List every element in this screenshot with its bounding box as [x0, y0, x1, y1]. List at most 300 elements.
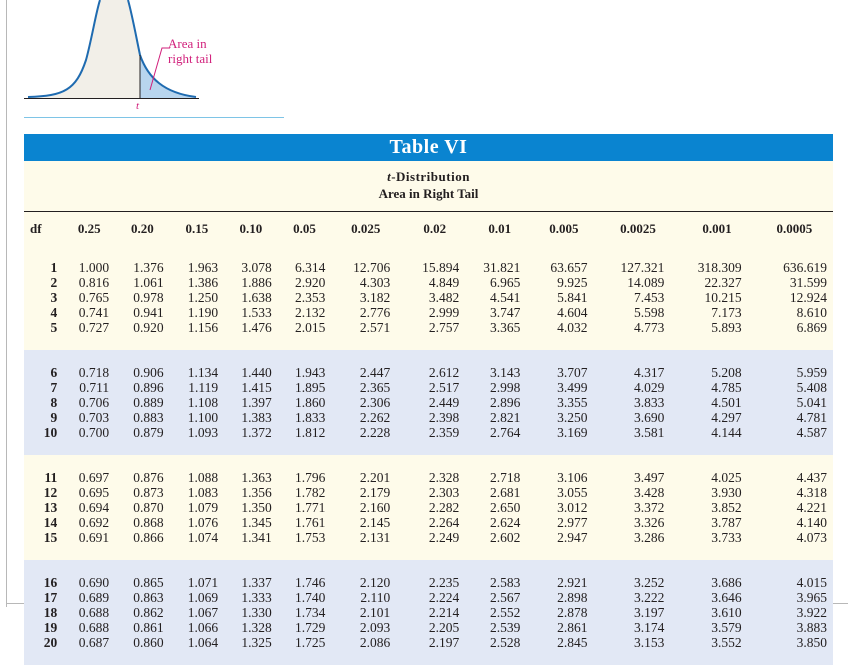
- value-cell: 4.073: [756, 530, 833, 545]
- value-cell: 9.925: [530, 275, 597, 290]
- value-cell: 3.497: [598, 470, 679, 485]
- value-cell: 3.326: [598, 515, 679, 530]
- df-cell: 2: [24, 275, 63, 290]
- value-cell: 1.350: [224, 500, 278, 515]
- value-cell: 1.119: [170, 380, 224, 395]
- value-cell: 1.328: [224, 620, 278, 635]
- value-cell: 1.415: [224, 380, 278, 395]
- value-cell: 1.746: [278, 575, 332, 590]
- value-cell: 0.873: [115, 485, 169, 500]
- value-cell: 2.947: [530, 530, 597, 545]
- value-cell: 4.785: [678, 380, 755, 395]
- value-cell: 1.069: [170, 590, 224, 605]
- col-header: 0.025: [351, 220, 381, 236]
- df-cell: 6: [24, 365, 63, 380]
- value-cell: 1.895: [278, 380, 332, 395]
- value-cell: 1.533: [224, 305, 278, 320]
- value-cell: 2.398: [400, 410, 469, 425]
- value-cell: 2.517: [400, 380, 469, 395]
- value-cell: 127.321: [598, 260, 679, 275]
- value-cell: 3.883: [756, 620, 833, 635]
- value-cell: 0.865: [115, 575, 169, 590]
- value-cell: 318.309: [678, 260, 755, 275]
- df-cell: 8: [24, 395, 63, 410]
- t-distribution-table: [24, 212, 833, 665]
- df-cell: 18: [24, 605, 63, 620]
- value-cell: 0.883: [115, 410, 169, 425]
- value-cell: 3.153: [598, 635, 679, 650]
- col-header: 0.01: [488, 220, 512, 236]
- value-cell: 0.870: [115, 500, 169, 515]
- value-cell: 5.041: [756, 395, 833, 410]
- value-cell: 4.221: [756, 500, 833, 515]
- table-row: [24, 290, 833, 305]
- value-cell: 3.965: [756, 590, 833, 605]
- value-cell: 4.849: [400, 275, 469, 290]
- value-cell: 1.761: [278, 515, 332, 530]
- value-cell: 3.355: [530, 395, 597, 410]
- value-cell: 6.869: [756, 320, 833, 335]
- value-cell: 2.898: [530, 590, 597, 605]
- value-cell: 2.353: [278, 290, 332, 305]
- df-cell: 4: [24, 305, 63, 320]
- area-in-right-tail-label: [168, 36, 212, 66]
- value-cell: 4.025: [678, 470, 755, 485]
- table-row: [24, 425, 833, 440]
- value-cell: 1.372: [224, 425, 278, 440]
- col-header: 0.20: [130, 220, 154, 236]
- col-header: 0.005: [549, 220, 579, 236]
- table-row: [24, 605, 833, 620]
- value-cell: 3.733: [678, 530, 755, 545]
- value-cell: 2.977: [530, 515, 597, 530]
- value-cell: 1.000: [63, 260, 115, 275]
- value-cell: 3.372: [598, 500, 679, 515]
- value-cell: 3.482: [400, 290, 469, 305]
- value-cell: 1.734: [278, 605, 332, 620]
- value-cell: 0.691: [63, 530, 115, 545]
- value-cell: 3.787: [678, 515, 755, 530]
- value-cell: 1.397: [224, 395, 278, 410]
- value-cell: 0.816: [63, 275, 115, 290]
- df-cell: 15: [24, 530, 63, 545]
- value-cell: 0.879: [115, 425, 169, 440]
- value-cell: 1.383: [224, 410, 278, 425]
- col-header: 0.15: [185, 220, 209, 236]
- t-table-panel: [24, 134, 833, 650]
- value-cell: 2.920: [278, 275, 332, 290]
- value-cell: 2.093: [331, 620, 400, 635]
- value-cell: 2.681: [469, 485, 530, 500]
- value-cell: 2.552: [469, 605, 530, 620]
- value-cell: 0.694: [63, 500, 115, 515]
- value-cell: 2.303: [400, 485, 469, 500]
- value-cell: 2.359: [400, 425, 469, 440]
- value-cell: 1.088: [170, 470, 224, 485]
- value-cell: 0.868: [115, 515, 169, 530]
- value-cell: 0.718: [63, 365, 115, 380]
- value-cell: 2.131: [331, 530, 400, 545]
- value-cell: 1.476: [224, 320, 278, 335]
- value-cell: 4.029: [598, 380, 679, 395]
- value-cell: 31.821: [469, 260, 530, 275]
- value-cell: 0.906: [115, 365, 169, 380]
- df-cell: 14: [24, 515, 63, 530]
- value-cell: 1.345: [224, 515, 278, 530]
- value-cell: 4.303: [331, 275, 400, 290]
- value-cell: 2.999: [400, 305, 469, 320]
- page-left-border: [6, 0, 7, 607]
- value-cell: 0.727: [63, 320, 115, 335]
- value-cell: 2.567: [469, 590, 530, 605]
- value-cell: 1.376: [115, 260, 169, 275]
- value-cell: 1.796: [278, 470, 332, 485]
- value-cell: 1.341: [224, 530, 278, 545]
- value-cell: 2.249: [400, 530, 469, 545]
- col-header: 0.001: [702, 220, 732, 236]
- value-cell: 1.356: [224, 485, 278, 500]
- value-cell: 2.764: [469, 425, 530, 440]
- value-cell: 6.314: [278, 260, 332, 275]
- df-cell: 3: [24, 290, 63, 305]
- value-cell: 2.264: [400, 515, 469, 530]
- value-cell: 1.083: [170, 485, 224, 500]
- value-cell: 1.156: [170, 320, 224, 335]
- value-cell: 3.747: [469, 305, 530, 320]
- value-cell: 2.224: [400, 590, 469, 605]
- value-cell: 4.604: [530, 305, 597, 320]
- col-header: 0.10: [239, 220, 263, 236]
- value-cell: 4.318: [756, 485, 833, 500]
- value-cell: 2.612: [400, 365, 469, 380]
- value-cell: 0.896: [115, 380, 169, 395]
- value-cell: 0.765: [63, 290, 115, 305]
- value-cell: 1.860: [278, 395, 332, 410]
- value-cell: 3.610: [678, 605, 755, 620]
- value-cell: 2.539: [469, 620, 530, 635]
- value-cell: 3.197: [598, 605, 679, 620]
- value-cell: 1.190: [170, 305, 224, 320]
- value-cell: 5.408: [756, 380, 833, 395]
- value-cell: 2.776: [331, 305, 400, 320]
- value-cell: 2.998: [469, 380, 530, 395]
- value-cell: 2.650: [469, 500, 530, 515]
- value-cell: 2.757: [400, 320, 469, 335]
- value-cell: 5.959: [756, 365, 833, 380]
- value-cell: 3.182: [331, 290, 400, 305]
- value-cell: 2.328: [400, 470, 469, 485]
- table-caption: Area in Right Tail: [378, 186, 479, 201]
- table-row: [24, 635, 833, 650]
- value-cell: 2.282: [400, 500, 469, 515]
- value-cell: 1.363: [224, 470, 278, 485]
- value-cell: 2.228: [331, 425, 400, 440]
- value-cell: 2.602: [469, 530, 530, 545]
- value-cell: 3.499: [530, 380, 597, 395]
- value-cell: 2.528: [469, 635, 530, 650]
- value-cell: 1.134: [170, 365, 224, 380]
- value-cell: 1.071: [170, 575, 224, 590]
- value-cell: 5.598: [598, 305, 679, 320]
- value-cell: 0.689: [63, 590, 115, 605]
- table-subtitle: [24, 169, 833, 185]
- value-cell: 1.833: [278, 410, 332, 425]
- value-cell: 2.449: [400, 395, 469, 410]
- value-cell: 10.215: [678, 290, 755, 305]
- value-cell: 0.688: [63, 620, 115, 635]
- df-cell: 1: [24, 260, 63, 275]
- value-cell: 1.064: [170, 635, 224, 650]
- value-cell: 0.687: [63, 635, 115, 650]
- table-row: [24, 485, 833, 500]
- value-cell: 1.330: [224, 605, 278, 620]
- value-cell: 1.066: [170, 620, 224, 635]
- annotation-line-1: Area in: [168, 36, 207, 51]
- value-cell: 3.579: [678, 620, 755, 635]
- value-cell: 2.583: [469, 575, 530, 590]
- value-cell: 2.624: [469, 515, 530, 530]
- value-cell: 2.214: [400, 605, 469, 620]
- value-cell: 0.941: [115, 305, 169, 320]
- table-row: [24, 365, 833, 380]
- value-cell: 1.108: [170, 395, 224, 410]
- value-cell: 15.894: [400, 260, 469, 275]
- value-cell: 7.453: [598, 290, 679, 305]
- value-cell: 3.646: [678, 590, 755, 605]
- value-cell: 3.222: [598, 590, 679, 605]
- value-cell: 0.862: [115, 605, 169, 620]
- value-cell: 4.781: [756, 410, 833, 425]
- table-row: [24, 410, 833, 425]
- value-cell: 0.700: [63, 425, 115, 440]
- value-cell: 3.552: [678, 635, 755, 650]
- value-cell: 4.501: [678, 395, 755, 410]
- value-cell: 1.250: [170, 290, 224, 305]
- value-cell: 2.110: [331, 590, 400, 605]
- value-cell: 1.074: [170, 530, 224, 545]
- value-cell: 2.145: [331, 515, 400, 530]
- value-cell: 2.197: [400, 635, 469, 650]
- figure-divider: [24, 117, 284, 118]
- value-cell: 1.076: [170, 515, 224, 530]
- value-cell: 0.860: [115, 635, 169, 650]
- value-cell: 0.703: [63, 410, 115, 425]
- value-cell: 3.252: [598, 575, 679, 590]
- value-cell: 3.850: [756, 635, 833, 650]
- df-cell: 13: [24, 500, 63, 515]
- value-cell: 2.921: [530, 575, 597, 590]
- column-header-row: [24, 212, 833, 245]
- subtitle-t: t: [387, 169, 392, 184]
- value-cell: 2.878: [530, 605, 597, 620]
- table-row: [24, 275, 833, 290]
- value-cell: 3.686: [678, 575, 755, 590]
- value-cell: 0.863: [115, 590, 169, 605]
- table-row: [24, 395, 833, 410]
- col-header: 0.25: [77, 220, 101, 236]
- table-row: [24, 320, 833, 335]
- df-cell: 10: [24, 425, 63, 440]
- value-cell: 0.889: [115, 395, 169, 410]
- table-row: [24, 530, 833, 545]
- table-row: [24, 620, 833, 635]
- value-cell: 63.657: [530, 260, 597, 275]
- value-cell: 4.587: [756, 425, 833, 440]
- value-cell: 4.140: [756, 515, 833, 530]
- value-cell: 5.208: [678, 365, 755, 380]
- df-header: df: [30, 220, 42, 236]
- table-row: [24, 470, 833, 485]
- value-cell: 3.143: [469, 365, 530, 380]
- value-cell: 1.812: [278, 425, 332, 440]
- value-cell: 2.160: [331, 500, 400, 515]
- value-cell: 3.690: [598, 410, 679, 425]
- df-cell: 7: [24, 380, 63, 395]
- value-cell: 1.963: [170, 260, 224, 275]
- value-cell: 3.428: [598, 485, 679, 500]
- value-cell: 2.821: [469, 410, 530, 425]
- table-row: [24, 575, 833, 590]
- df-cell: 5: [24, 320, 63, 335]
- value-cell: 2.205: [400, 620, 469, 635]
- value-cell: 0.697: [63, 470, 115, 485]
- value-cell: 0.692: [63, 515, 115, 530]
- value-cell: 0.695: [63, 485, 115, 500]
- value-cell: 2.262: [331, 410, 400, 425]
- value-cell: 1.725: [278, 635, 332, 650]
- value-cell: 31.599: [756, 275, 833, 290]
- value-cell: 0.861: [115, 620, 169, 635]
- value-cell: 2.365: [331, 380, 400, 395]
- value-cell: 2.120: [331, 575, 400, 590]
- value-cell: 1.333: [224, 590, 278, 605]
- value-cell: 1.440: [224, 365, 278, 380]
- value-cell: 1.886: [224, 275, 278, 290]
- value-cell: 1.093: [170, 425, 224, 440]
- value-cell: 3.922: [756, 605, 833, 620]
- value-cell: 1.729: [278, 620, 332, 635]
- value-cell: 1.386: [170, 275, 224, 290]
- value-cell: 0.866: [115, 530, 169, 545]
- value-cell: 0.920: [115, 320, 169, 335]
- value-cell: 2.086: [331, 635, 400, 650]
- value-cell: 1.067: [170, 605, 224, 620]
- table-row: [24, 515, 833, 530]
- value-cell: 4.015: [756, 575, 833, 590]
- col-header: 0.02: [423, 220, 447, 236]
- value-cell: 2.718: [469, 470, 530, 485]
- subtitle-rest: -Distribution: [391, 169, 470, 184]
- value-cell: 4.297: [678, 410, 755, 425]
- df-cell: 16: [24, 575, 63, 590]
- value-cell: 1.100: [170, 410, 224, 425]
- value-cell: 4.437: [756, 470, 833, 485]
- df-cell: 12: [24, 485, 63, 500]
- value-cell: 0.741: [63, 305, 115, 320]
- value-cell: 3.707: [530, 365, 597, 380]
- col-header: 0.05: [293, 220, 316, 236]
- value-cell: 2.861: [530, 620, 597, 635]
- df-cell: 11: [24, 470, 63, 485]
- value-cell: 1.061: [115, 275, 169, 290]
- value-cell: 2.015: [278, 320, 332, 335]
- value-cell: 1.943: [278, 365, 332, 380]
- value-cell: 636.619: [756, 260, 833, 275]
- value-cell: 3.169: [530, 425, 597, 440]
- table-row: [24, 260, 833, 275]
- value-cell: 0.978: [115, 290, 169, 305]
- value-cell: 0.690: [63, 575, 115, 590]
- value-cell: 1.325: [224, 635, 278, 650]
- value-cell: 12.706: [331, 260, 400, 275]
- value-cell: 4.541: [469, 290, 530, 305]
- col-header: 0.0025: [620, 220, 656, 236]
- value-cell: 1.771: [278, 500, 332, 515]
- value-cell: 4.773: [598, 320, 679, 335]
- table-body: [24, 245, 833, 665]
- value-cell: 0.706: [63, 395, 115, 410]
- value-cell: 2.571: [331, 320, 400, 335]
- value-cell: 3.055: [530, 485, 597, 500]
- value-cell: 1.753: [278, 530, 332, 545]
- table-row: [24, 590, 833, 605]
- table-row: [24, 500, 833, 515]
- value-cell: 0.711: [63, 380, 115, 395]
- value-cell: 2.306: [331, 395, 400, 410]
- value-cell: 3.365: [469, 320, 530, 335]
- value-cell: 3.930: [678, 485, 755, 500]
- value-cell: 1.782: [278, 485, 332, 500]
- value-cell: 2.201: [331, 470, 400, 485]
- value-cell: 12.924: [756, 290, 833, 305]
- value-cell: 3.286: [598, 530, 679, 545]
- df-cell: 20: [24, 635, 63, 650]
- value-cell: 2.896: [469, 395, 530, 410]
- df-cell: 9: [24, 410, 63, 425]
- t-axis-label: t: [136, 100, 140, 112]
- table-row: [24, 305, 833, 320]
- value-cell: 4.144: [678, 425, 755, 440]
- value-cell: 3.581: [598, 425, 679, 440]
- table-row: [24, 380, 833, 395]
- value-cell: 3.106: [530, 470, 597, 485]
- value-cell: 5.841: [530, 290, 597, 305]
- value-cell: 3.012: [530, 500, 597, 515]
- value-cell: 1.079: [170, 500, 224, 515]
- value-cell: 3.174: [598, 620, 679, 635]
- value-cell: 14.089: [598, 275, 679, 290]
- value-cell: 6.965: [469, 275, 530, 290]
- value-cell: 22.327: [678, 275, 755, 290]
- annotation-line-2: right tail: [168, 51, 213, 66]
- df-cell: 19: [24, 620, 63, 635]
- value-cell: 5.893: [678, 320, 755, 335]
- value-cell: 0.876: [115, 470, 169, 485]
- df-cell: 17: [24, 590, 63, 605]
- value-cell: 3.833: [598, 395, 679, 410]
- value-cell: 2.132: [278, 305, 332, 320]
- value-cell: 1.638: [224, 290, 278, 305]
- value-cell: 0.688: [63, 605, 115, 620]
- value-cell: 2.447: [331, 365, 400, 380]
- value-cell: 1.740: [278, 590, 332, 605]
- value-cell: 8.610: [756, 305, 833, 320]
- value-cell: 3.250: [530, 410, 597, 425]
- value-cell: 7.173: [678, 305, 755, 320]
- table-title: Table VI: [24, 134, 833, 161]
- value-cell: 2.179: [331, 485, 400, 500]
- value-cell: 2.845: [530, 635, 597, 650]
